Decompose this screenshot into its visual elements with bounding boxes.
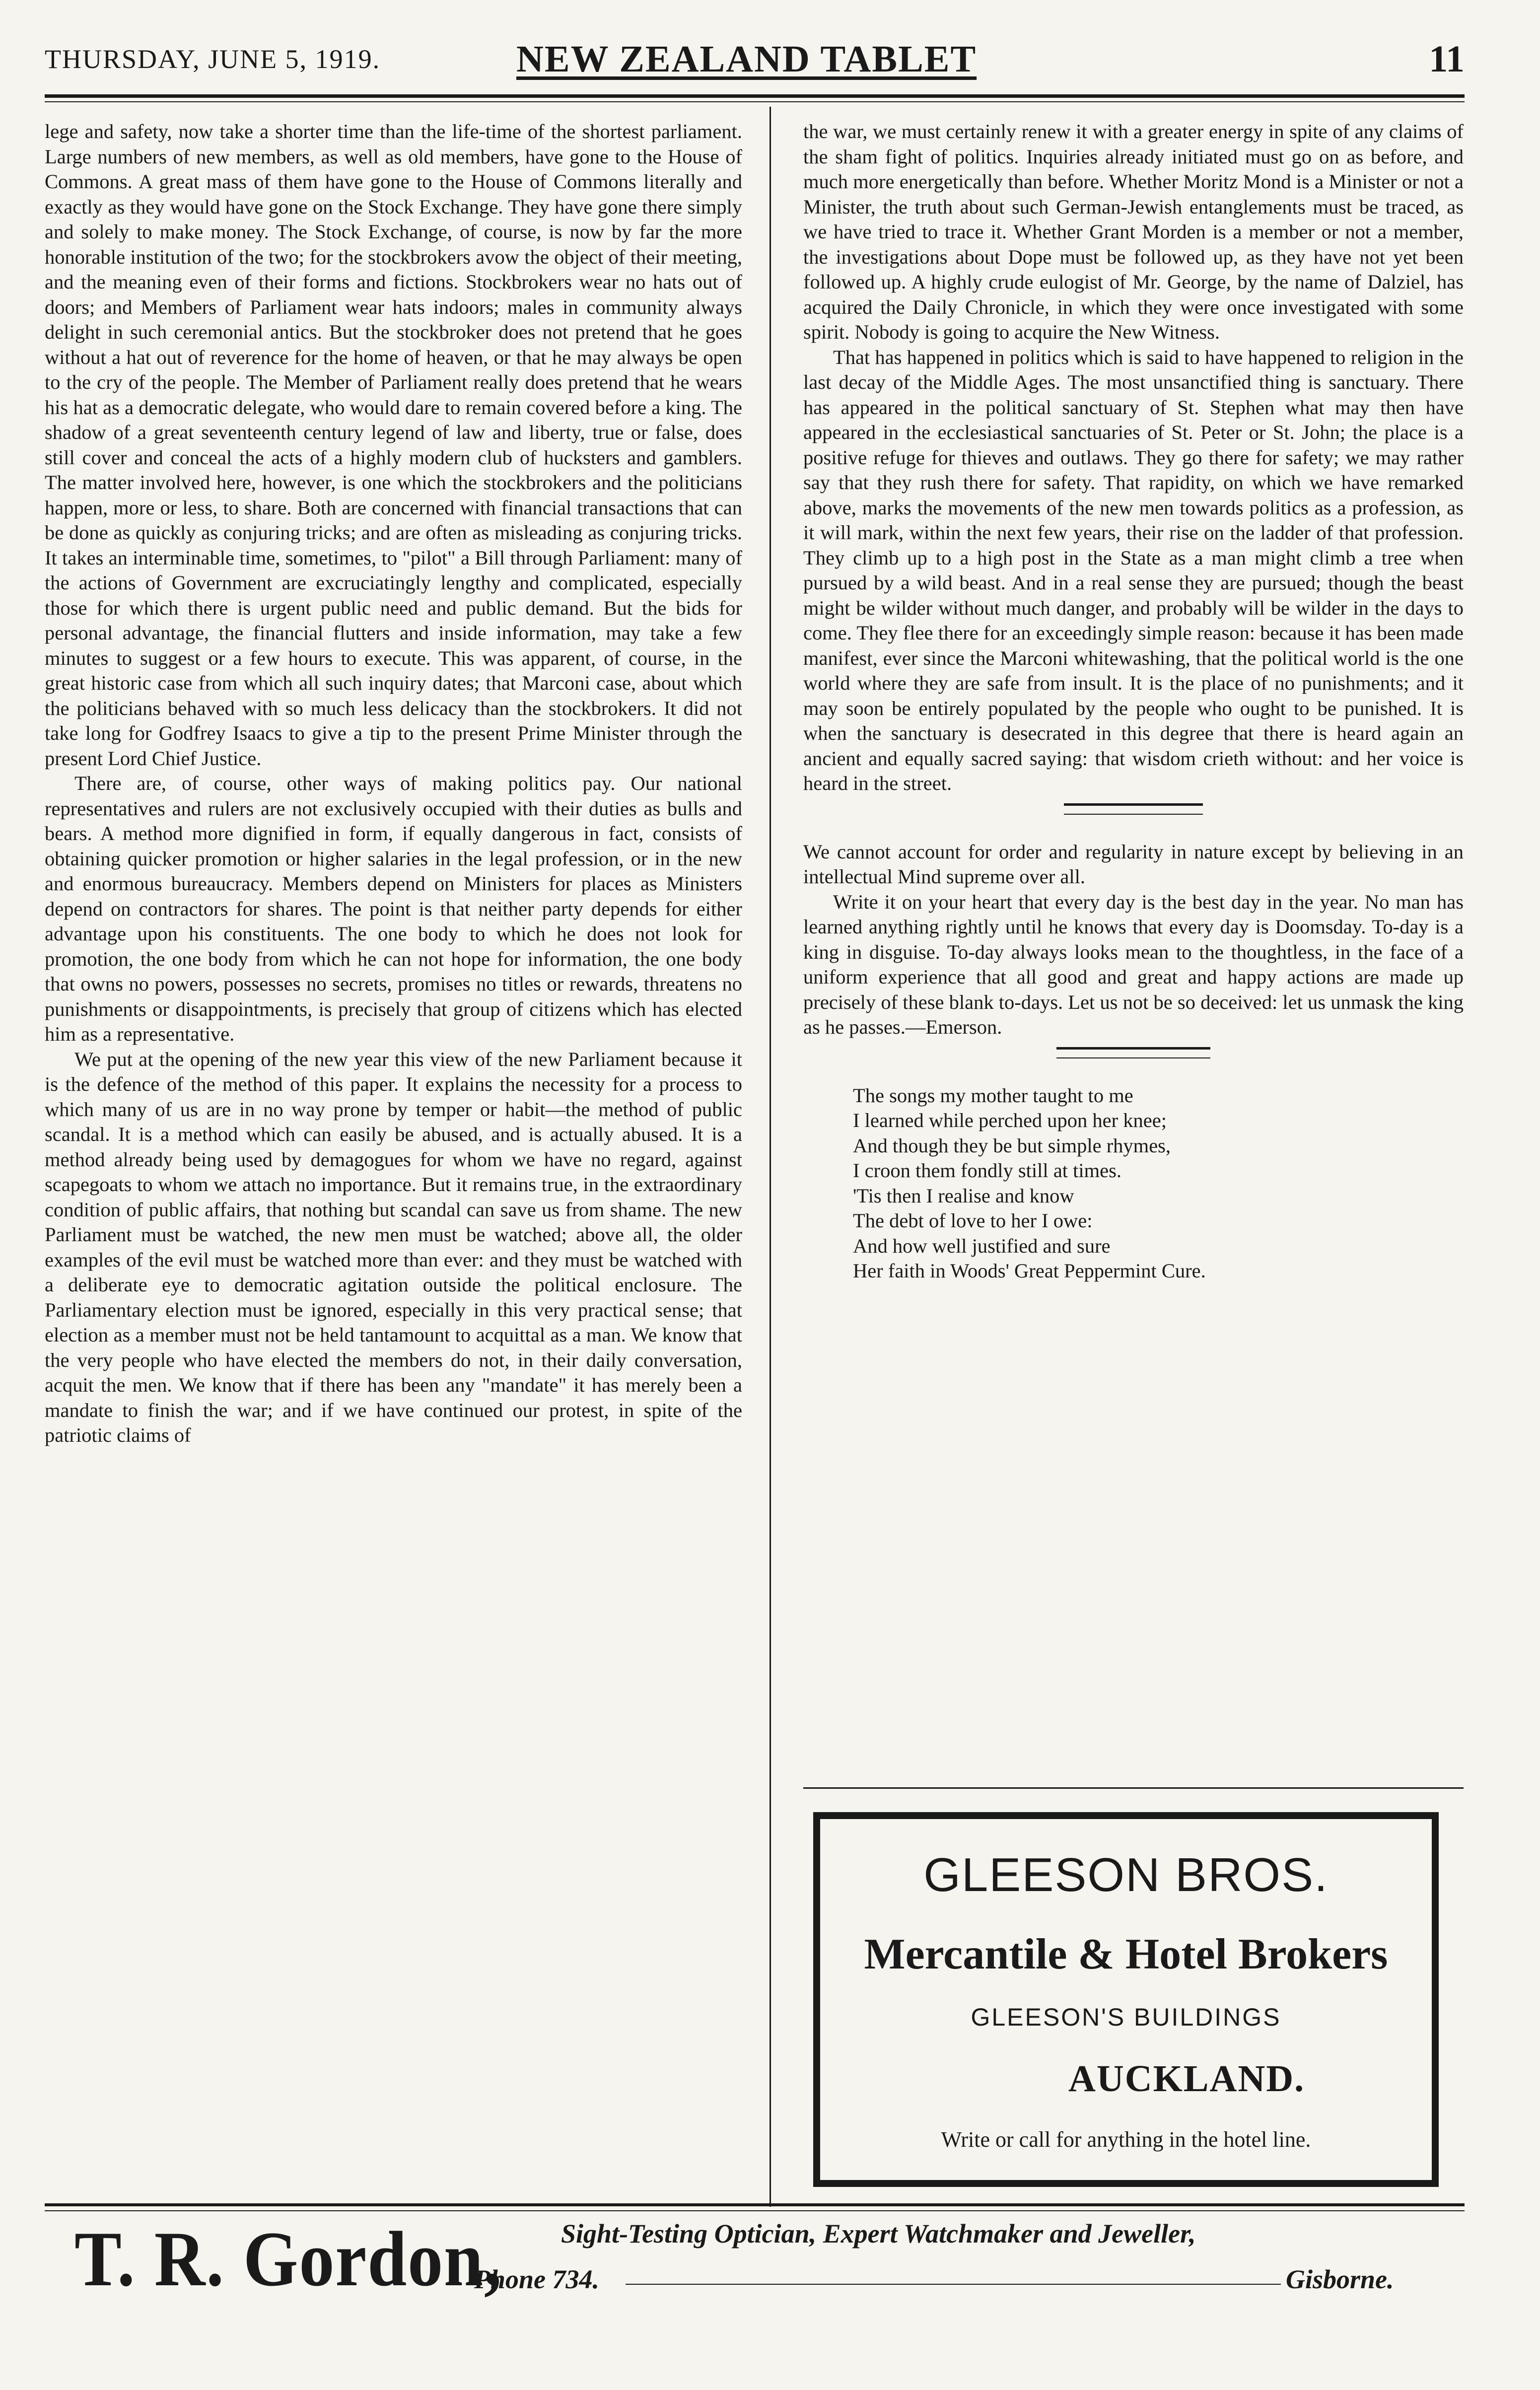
advert-building: GLEESON'S BUILDINGS [971,2003,1281,2031]
footer-rule-thin [45,2210,1465,2211]
section-separator [1064,803,1203,815]
poem-line: The debt of love to her I owe: [853,1209,1093,1232]
article-paragraph: There are, of course, other ways of making politics pay. Our national representatives and rulers are not exclusively occupied with their duties as bulls and bears. A method more dignified in form, if equally dangerous in fact, consists of obtaining quicker promotion or higher salaries in the legal profession, or in the new and enormous bureaucracy. Members depend on Ministers for places as Ministers depend on contractors for shares. The point is that neither party depends for either advantage upon his constituents. The one body to which he does not look for promotion, the one body from which he can not hope for information, the one body that owns no powers, possesses no secrets, promises no titles or rewards, threatens no punishments or disappointments, is precisely that group of citizens which has elected him as a representative. [45,772,742,1045]
header-rule-thin [45,101,1465,102]
poem-line: 'Tis then I realise and know [853,1184,1074,1207]
poem-line: I learned while perched upon her knee; [853,1109,1167,1131]
advert-company-name: GLEESON BROS. [923,1848,1329,1901]
advert-city: AUCKLAND. [1068,2058,1305,2100]
poem-line: And how well justified and sure [853,1234,1111,1257]
footer-town: Gisborne. [1286,2264,1394,2294]
poem-line: The songs my mother taught to me [853,1084,1133,1107]
footer-description: Sight-Testing Optician, Expert Watchmaker and Jeweller, [561,2219,1196,2249]
gleeson-advertisement [813,1812,1439,2187]
article-paragraph: That has happened in politics which is said to have happened to religion in the last decay of the Middle Ages. The most unsanctified thing is sanctuary. There has appeared in the political sanctuary of St. Stephen what may then have appeared in the ecclesiastical sanctuaries of St. Peter or St. John; the place is a positive refuge for thieves and outlaws. They go there for safety; we may rather say that they rush there for safety. That rapidity, on which we have remarked above, marks the movements of the new men towards politics as a profession, as it will mark, within the next few years, their rise on the ladder of that profession. They climb up to a high post in the State as a man might climb a tree when pursued by a wild beast. And in a real sense they are pursued; though the beast might be wilder without much danger, and probably will be wilder in the days to come. They flee there for an exceedingly simple reason: because it has been made manifest, ever since the Marconi whitewashing, that the political world is the one world where they are safe from insult. It is the place of no punishments; and it may soon be entirely populated by the people who ought to be punished. It is when the sanctuary is desecrated in this degree that there is heard again an ancient and equally sacred saying: that wisdom crieth without: and her voice is heard in the street. [803,346,1464,794]
article-paragraph: the war, we must certainly renew it with a greater energy in spite of any claims of the sham fight of politics. Inquiries already initiated must go on as before, and much more energetically than before. Whether Moritz Mond is a Minister or not a Minister, the truth about such German-Jewish entanglements must be traced, as we have tried to trace it. Whether Grant Morden is a member or not a member, the investigations about Dope must be followed up, as they have not yet been followed up. A highly crude eulogist of Mr. George, by the name of Dalziel, has acquired the Daily Chronicle, in which they were once investigated with some spirit. Nobody is going to acquire the New Witness. [803,120,1464,343]
article-paragraph: We put at the opening of the new year this view of the new Parliament because it is the defence of the method of this paper. It explains the necessity for a process to which many of us are in no way prone by temper or habit—the method of public scandal. It is a method which can easily be abused, and is actually abused. It is a method already being used by demagogues for whom we have no regard, against scapegoats to whom we attach no importance. But it remains true, in the extraordinary condition of public affairs, that nothing but scandal can save us from shame. The new Parliament must be watched, the new men must be watched; above all, the older examples of the evil must be watched more than ever: and they must be watched with a deliberate eye to democratic agitation outside the political enclosure. The Parliamentary election must be ignored, especially in this very practical sense; that election as a member must not be held tantamount to acquittal as a man. We know that the very people who have elected the members do not, in their daily conversation, acquit the men. We know that if there has been any "mandate" it has merely been a mandate to finish the war; and if we have continued our protest, in spite of the patriotic claims of [45,1048,742,1446]
poem [803,1083,1464,1284]
article-paragraph: lege and safety, now take a shorter time than the life-time of the shortest parliament. Large numbers of new members, as well as old members, have gone to the House of Commons. A great mass of them have gone to the House of Commons literally and exactly as they would have gone on the Stock Exchange. They have gone there simply and solely to make money. The Stock Exchange, of course, is now by far the more honorable institution of the two; for the stockbrokers avow the object of their meeting, and the meaning even of their forms and fictions. Stockbrokers wear no hats out of doors; and Members of Parliament wear hats indoors; males in community always delight in such ceremonial antics. But the stockbroker does not pretend that he goes without a hat out of reverence for the home of heaven, or that he may always be open to the cry of the people. The Member of Parliament really does pretend that he wears his hat as a democratic delegate, who would dare to remain covered before a king. The shadow of a great seventeenth century legend of law and liberty, true or false, does still cover and conceal the acts of a highly modern club of hucksters and gamblers. The matter involved here, however, is one which the stockbrokers and the politicians happen, more or less, to share. Both are concerned with financial transactions that can be done as quickly as conjuring tricks; and are often as misleading as conjuring tricks. It takes an interminable time, sometimes, to "pilot" a Bill through Parliament: many of the actions of Government are excruciatingly lengthy and complicated, especially those for which there is urgent public need and public demand. But the bids for personal advantage, the financial flutters and inside information, may take a few minutes to suggest or a few hours to execute. This was apparent, of course, in the great historic case from which all such inquiry dates; that Marconi case, about which the politicians behaved with so much less delicacy than the stockbrokers. It did not take long for Godfrey Isaacs to give a tip to the present Prime Minister through the present Lord Chief Justice. [45,120,742,770]
article-right-column [803,119,1464,1284]
poem-line: And though they be but simple rhymes, [853,1134,1171,1157]
quote-paragraph: We cannot account for order and regularity in nature except by believing in an intellectual Mind supreme over all. [803,840,1464,888]
issue-date: THURSDAY, JUNE 5, 1919. [45,44,381,74]
quote-paragraph: Write it on your heart that every day is the best day in the year. No man has learned anything rightly until he knows that every day is Doomsday. To-day is a king in disguise. To-day always looks mean to the thoughtless, in the face of a uniform experience that all good and great and happy actions are made up precisely of these blank to-days. Let us not be so deceived: let us unmask the king as he passes.—Emerson. [803,890,1464,1038]
poem-bottom-rule [803,1787,1464,1789]
section-separator [1056,1047,1210,1058]
poem-line: Her faith in Woods' Great Peppermint Cure. [853,1260,1206,1282]
article-left-column [45,119,742,1448]
masthead-title: NEW ZEALAND TABLET [516,38,977,80]
poem-line: I croon them fondly still at times. [853,1159,1122,1182]
advert-subtitle: Mercantile & Hotel Brokers [864,1930,1388,1978]
footer-rule-thick [45,2203,1465,2206]
header-rule-thick [45,94,1465,98]
footer-phone: 'Phone 734. [467,2264,600,2294]
page-number: 11 [1429,38,1465,80]
page-header [45,35,1465,89]
footer-leader-line [626,2284,1281,2285]
advert-tagline: Write or call for anything in the hotel line. [941,2127,1311,2152]
footer-business-name: T. R. Gordon, [74,2216,503,2303]
column-divider [770,107,771,2207]
